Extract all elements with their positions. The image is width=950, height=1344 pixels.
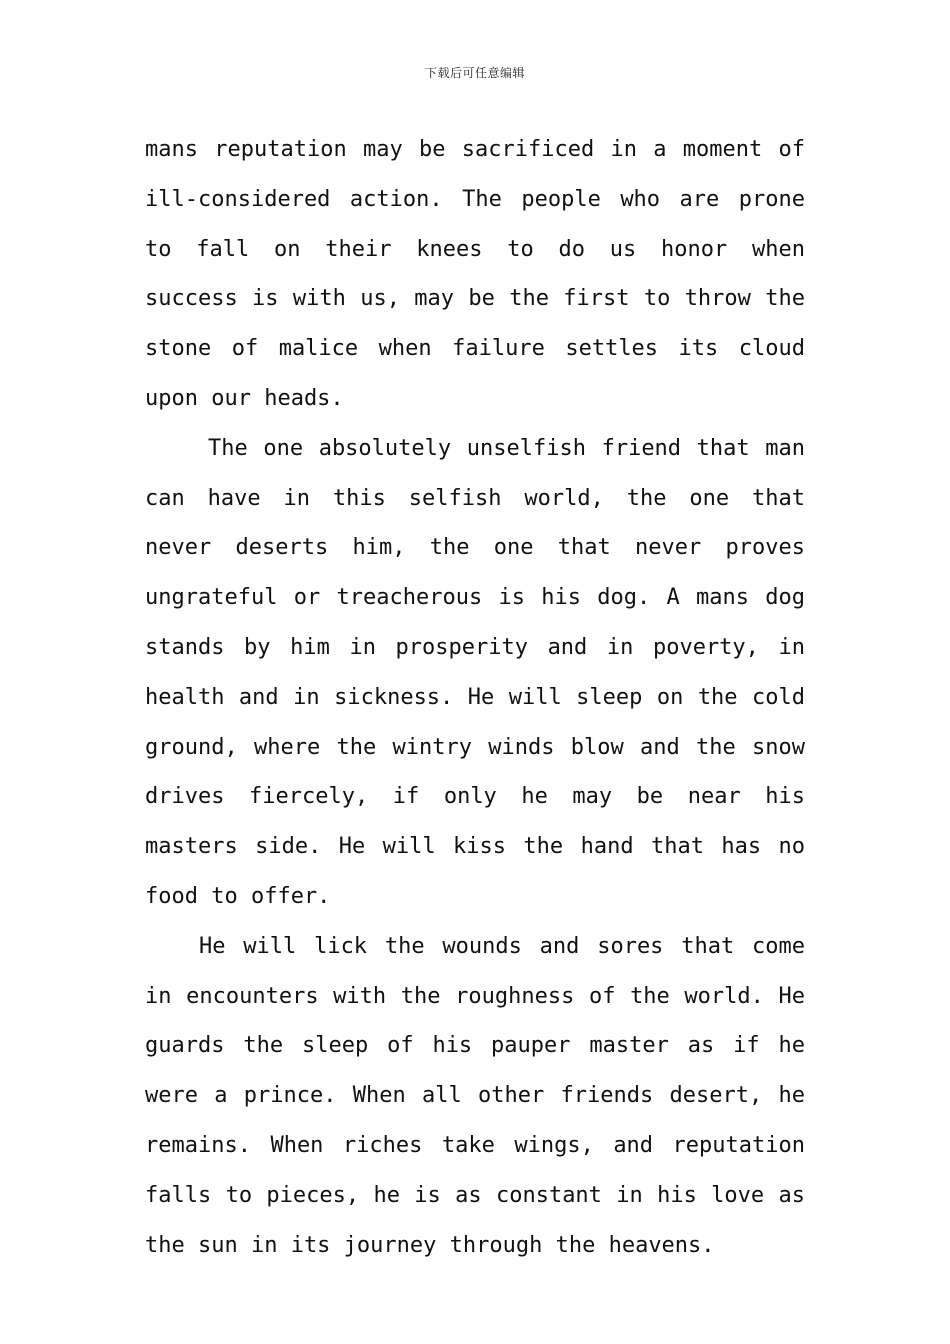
paragraph-2: The one absolutely unselfish friend that man can have in this selfish world, the one that never deserts him, the one that never proves ungrateful or treacherous is his dog. A mans dog stands by him in prosperity and in poverty, in health and in sickness. He will sleep on the cold ground, where the wintry winds blow and the snow drives fiercely, if only he may be near his masters side. He will kiss the hand that has no food to offer.: [145, 435, 805, 909]
page-header: 下载后可任意编辑: [424, 66, 525, 80]
paragraph-3: He will lick the wounds and sores that come in encounters with the roughness of the world. He guards the sleep of his pauper master as if he were a prince. When all other friends desert, he remains. When riches take wings, and reputation falls to pieces, he is as constant in his love as the sun in its journey through the heavens.: [145, 933, 805, 1258]
paragraph-1: mans reputation may be sacrificed in a moment of ill-considered action. The people who are prone to fall on their knees to do us honor when success is with us, may be the first to throw the stone of malice when failure settles its cloud upon our heads.: [145, 137, 805, 411]
document-body: [145, 125, 805, 1270]
